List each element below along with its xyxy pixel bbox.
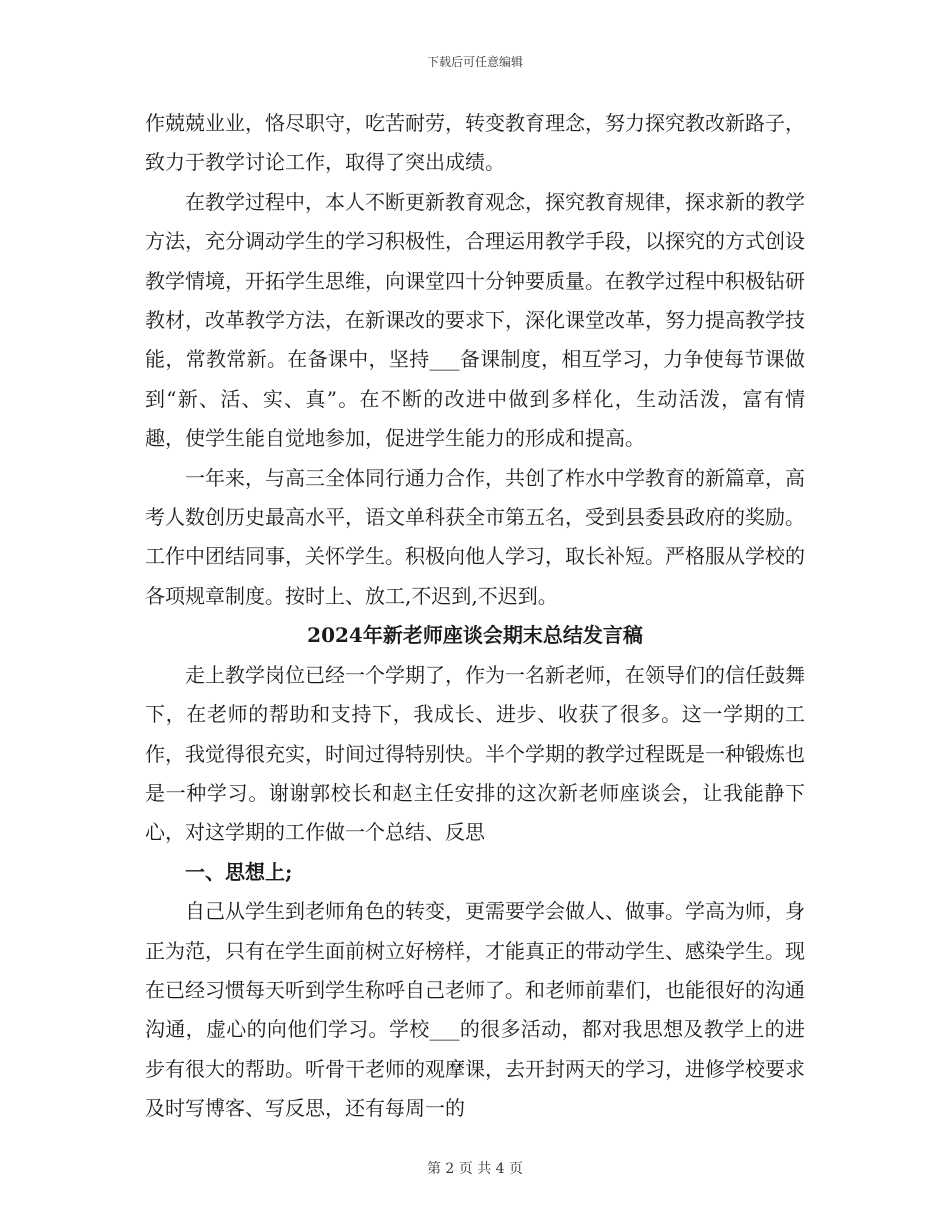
paragraph-5: 自己从学生到老师角色的转变，更需要学会做人、做事。学高为师，身正为范，只有在学生面前树立好榜样，才能真正的带动学生、感染学生。现在已经习惯每天听到学生称呼自己老师了。和老师前辈们，也能很好的沟通沟通，虚心的向他们学习。学校___的很多活动，都对我思想及教学上的进步有很大的帮助。听骨干老师的观摩课，去开封两天的学习，进修学校要求及时写博客、写反思，还有每周一的: [145, 899, 805, 1121]
section-heading-1: 一、思想上;: [185, 859, 293, 884]
paragraph-1: 作兢兢业业，恪尽职守，吃苦耐劳，转变教育理念，努力探究教改新路子，致力于教学讨论工作，取得了突出成绩。: [145, 111, 805, 175]
page-footer: 第 2 页 共 4 页: [426, 1161, 524, 1177]
paragraph-4: 走上教学岗位已经一个学期了，作为一名新老师，在领导们的信任鼓舞下，在老师的帮助和支持下，我成长、进步、收获了很多。这一学期的工作，我觉得很充实，时间过得特别快。半个学期的教学过程既是一种锻炼也是一种学习。谢谢郭校长和赵主任安排的这次新老师座谈会，让我能静下心，对这学期的工作做一个总结、反思: [145, 662, 805, 845]
paragraph-2: 在教学过程中，本人不断更新教育观念，探究教育规律，探求新的教学方法，充分调动学生的学习积极性，合理运用教学手段，以探究的方式创设教学情境，开拓学生思维，向课堂四十分钟要质量。在教学过程中积极钻研教材，改革教学方法，在新课改的要求下，深化课堂改革，努力提高教学技能，常教常新。在备课中，坚持___备课制度，相互学习，力争使每节课做到“新、活、实、真”。在不断的改进中做到多样化，生动活泼，富有情趣，使学生能自觉地参加，促进学生能力的形成和提高。: [145, 189, 805, 451]
document-title: 2024年新老师座谈会期末总结发言稿: [307, 623, 643, 648]
page-header: 下载后可任意编辑: [426, 55, 523, 69]
paragraph-3: 一年来，与高三全体同行通力合作，共创了柞水中学教育的新篇章，高考人数创历史最高水平，语文单科获全市第五名，受到县委县政府的奖励。工作中团结同事，关怀学生。积极向他人学习，取长补短。严格服从学校的各项规章制度。按时上、放工,不迟到,不迟到。: [145, 465, 805, 608]
document-body: [145, 104, 805, 1129]
